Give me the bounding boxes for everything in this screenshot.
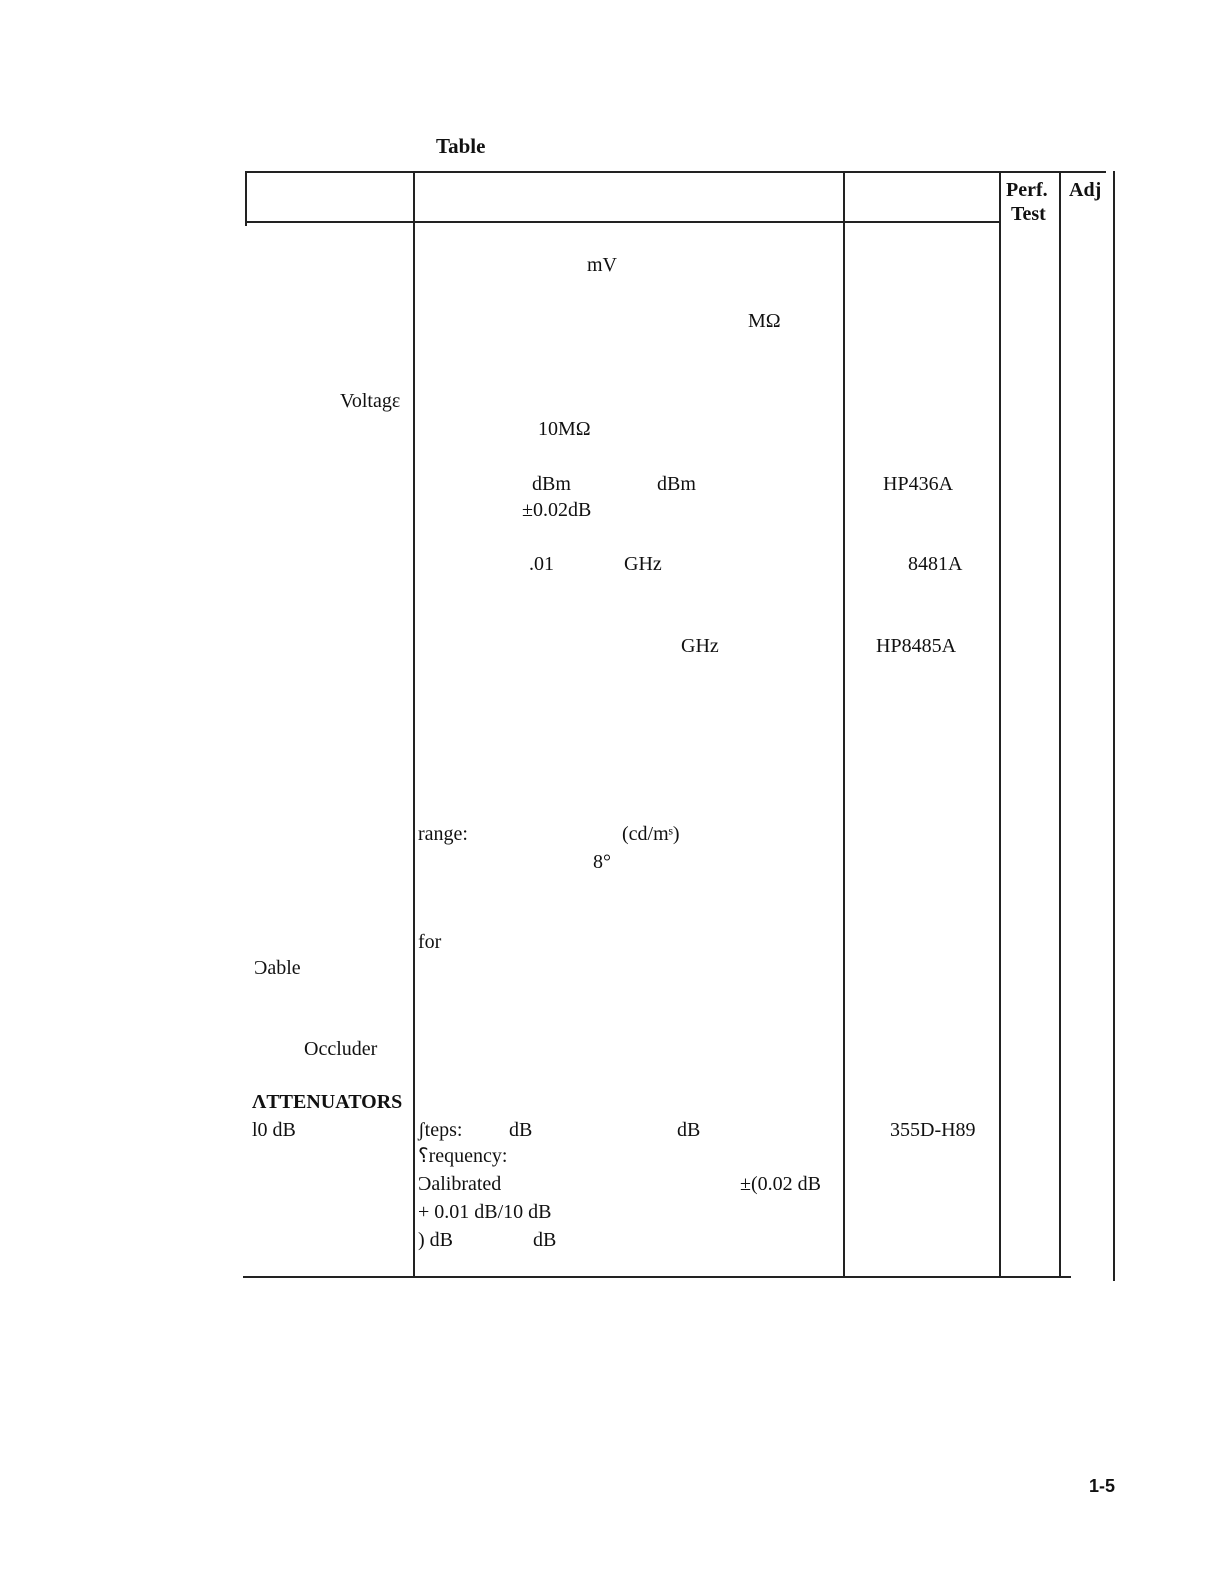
col1-attenuators: ΛTTENUATORS (252, 1091, 403, 1113)
col-divider-4 (1059, 171, 1061, 1278)
col2-db-b: dB (677, 1119, 701, 1141)
header-rule (246, 221, 1000, 223)
col2-plus-001: + 0.01 dB/10 dB (418, 1201, 552, 1223)
col1-occluder: Occluder (304, 1038, 378, 1060)
header-perf: Perf. (1006, 179, 1048, 201)
bottom-rule (243, 1276, 1071, 1278)
col2-ghz-2: GHz (681, 635, 719, 657)
col3-hp8485a: HP8485A (876, 635, 957, 657)
col2-for: for (418, 931, 442, 953)
col-divider-2 (843, 171, 845, 1278)
page-number: 1-5 (1089, 1476, 1116, 1496)
table-title: Table (436, 134, 486, 158)
col2-steps: ʃteps: (418, 1119, 463, 1141)
col2-db-c: dB (533, 1229, 557, 1251)
col2-pm-002db: ±0.02dB (522, 499, 592, 521)
col2-mv: mV (587, 254, 617, 276)
header-adj: Adj (1069, 179, 1102, 201)
col2-frequency: ⸮requency: (418, 1145, 508, 1167)
col3-355d-h89: 355D-H89 (890, 1119, 976, 1141)
col2-mohm: MΩ (748, 310, 781, 332)
col2-point01: .01 (529, 553, 554, 575)
header-test: Test (1011, 203, 1046, 225)
col3-hp436a: HP436A (883, 473, 954, 495)
col2-paren-db: ) dB (418, 1229, 453, 1251)
col2-dbm-2: dBm (657, 473, 696, 495)
col2-pm-002-db: ±(0.02 dB (740, 1173, 821, 1195)
col3-8481a: 8481A (908, 553, 963, 575)
right-border (1113, 171, 1115, 1281)
col2-8deg: 8° (593, 851, 611, 873)
col2-db-a: dB (509, 1119, 533, 1141)
col-divider-3 (999, 171, 1001, 1278)
left-border (245, 171, 247, 226)
col2-dbm-1: dBm (532, 473, 571, 495)
col2-range: range: (418, 823, 468, 845)
top-rule (246, 171, 1106, 173)
col-divider-1 (413, 171, 415, 1278)
col2-10mohm: 10MΩ (538, 418, 591, 440)
col1-10db: l0 dB (252, 1119, 296, 1141)
col1-voltage: Voltagε (340, 390, 401, 412)
col2-cdm: (cd/mˢ) (622, 823, 680, 845)
col2-ghz-1: GHz (624, 553, 662, 575)
col2-calibrated: Ɔalibrated (418, 1173, 502, 1195)
col1-cable: Ɔable (254, 957, 301, 979)
